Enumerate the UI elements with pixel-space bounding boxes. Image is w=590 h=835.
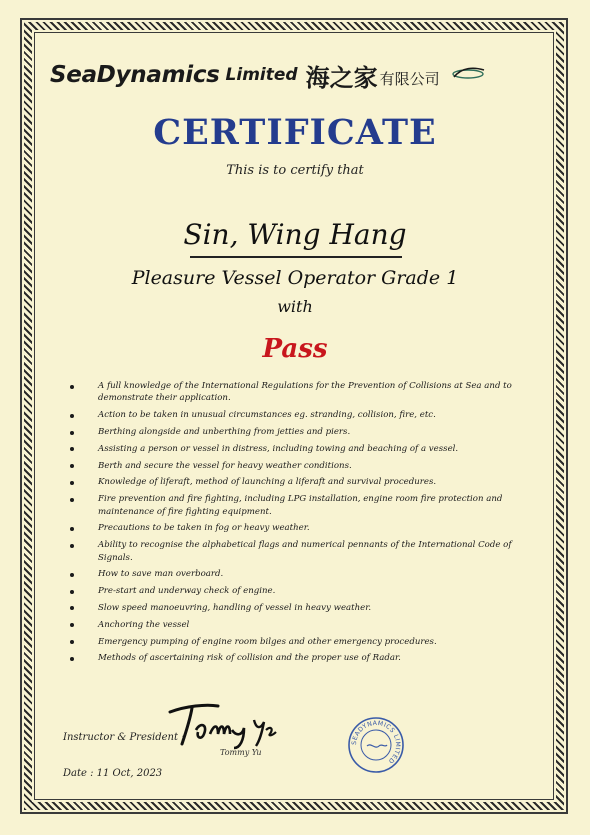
skill-item: Pre-start and underway check of engine.: [68, 585, 528, 597]
instructor-label: Instructor & President :: [63, 732, 185, 743]
skill-item: Slow speed manoeuvring, handling of vessel in heavy weather.: [68, 602, 528, 614]
skill-item: How to save man overboard.: [68, 568, 528, 580]
skill-item: Fire prevention and fire fighting, including LPG installation, engine room fire protection and maintenance of fire fighting equipment.: [68, 493, 528, 518]
wave-swoosh-logo-icon: [450, 64, 486, 86]
skill-item: Assisting a person or vessel in distress, including towing and beaching of a vessel.: [68, 443, 528, 455]
skill-item: Berth and secure the vessel for heavy weather conditions.: [68, 460, 528, 472]
seal-text: SEADYNAMICS LIMITED: [350, 719, 402, 765]
result-text: Pass: [262, 334, 328, 364]
company-name-zh: 海之家: [305, 63, 378, 92]
certificate-date: Date : 11 Oct, 2023: [63, 768, 163, 779]
skill-item: Ability to recognise the alphabetical flags and numerical pennants of the International Code of Signals.: [68, 539, 528, 564]
name-underline: [190, 256, 402, 258]
signature-icon: [166, 700, 278, 754]
skill-item: Action to be taken in unusual circumstances eg. stranding, collision, fire, etc.: [68, 409, 528, 421]
company-suffix-en: Limited: [225, 65, 298, 85]
skill-item: Anchoring the vessel: [68, 619, 528, 631]
signer-name: Tommy Yu: [220, 748, 262, 757]
company-name-en: SeaDynamics: [50, 62, 220, 88]
svg-text:SEADYNAMICS LIMITED: [351, 720, 401, 765]
skill-item: Knowledge of liferaft, method of launching a liferaft and survival procedures.: [68, 476, 528, 488]
skill-item: Methods of ascertaining risk of collision and the proper use of Radar.: [68, 652, 528, 664]
skill-item: A full knowledge of the International Regulations for the Prevention of Collisions at Sea and to demonstrate their application.: [68, 380, 528, 405]
company-header: [50, 58, 540, 92]
with-text: with: [277, 297, 313, 316]
certify-text: This is to certify that: [226, 163, 364, 178]
certificate-grade: Pleasure Vessel Operator Grade 1: [131, 267, 459, 289]
skill-item: Precautions to be taken in fog or heavy weather.: [68, 522, 528, 534]
skill-item: Emergency pumping of engine room bilges and other emergency procedures.: [68, 636, 528, 648]
skill-item: Berthing alongside and unberthing from jetties and piers.: [68, 426, 528, 438]
company-suffix-zh: 有限公司: [379, 69, 440, 88]
certificate-title: CERTIFICATE: [153, 112, 437, 153]
recipient-name: Sin, Wing Hang: [183, 218, 407, 251]
skills-list: [68, 380, 528, 669]
company-seal-icon: [347, 716, 405, 778]
